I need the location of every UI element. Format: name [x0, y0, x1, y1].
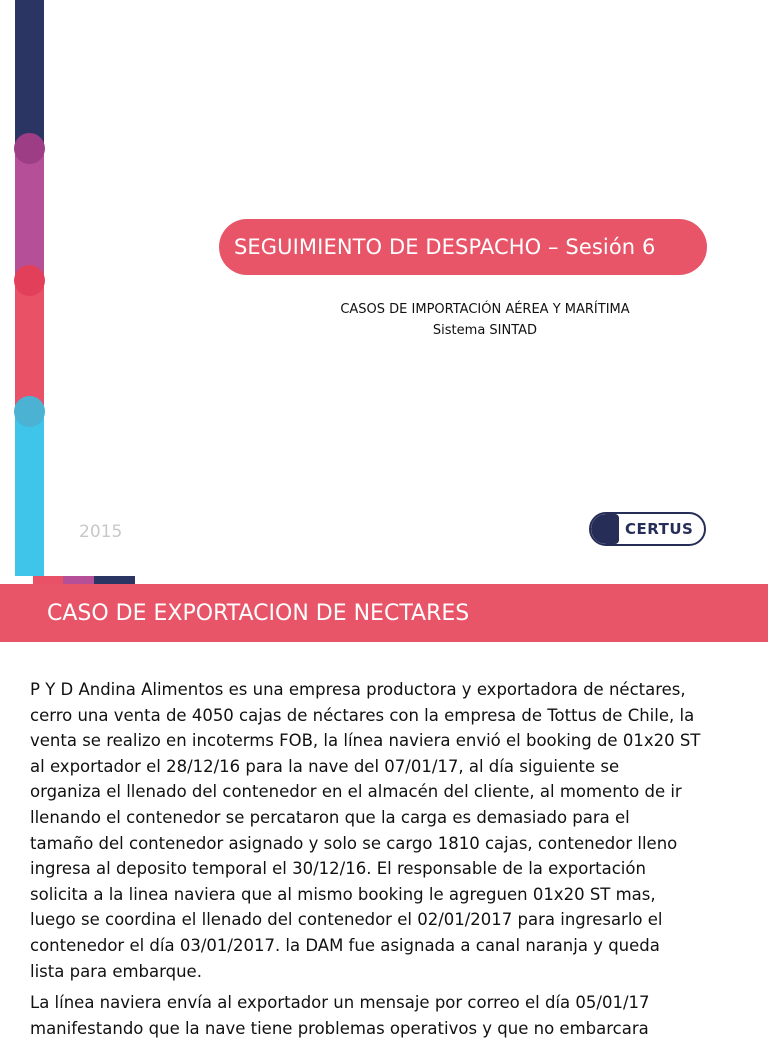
text-line: solicita a la linea naviera que al mismo booking le agreguen 01x20 ST mas,: [30, 884, 656, 904]
year-label: 2015: [79, 522, 123, 542]
subtitle-line: Sistema SINTAD: [432, 323, 538, 338]
logo-mark: [591, 514, 619, 544]
content-slide: [0, 576, 768, 1038]
text-line: La línea naviera envía al exportador un mensaje por correo el día 05/01/17: [30, 993, 650, 1013]
text-line: venta se realizo en incoterms FOB, la línea naviera envió el booking de 01x20 ST: [30, 731, 701, 751]
text-line: cerro una venta de 4050 cajas de néctares con la empresa de Tottus de Chile, la: [30, 705, 695, 725]
accent-bar-red: [15, 280, 44, 410]
accent-dot: [14, 133, 45, 164]
text-line: contenedor el día 03/01/2017. la DAM fue asignada a canal naranja y queda: [30, 935, 660, 955]
accent-bar-purple: [15, 148, 44, 283]
subtitle-line: CASOS DE IMPORTACIÓN AÉREA Y MARÍTIMA: [340, 302, 630, 317]
accent-dot: [14, 265, 45, 296]
accent-tab-purple: [63, 576, 94, 584]
text-line: al exportador el 28/12/16 para la nave del 07/01/17, al día siguiente se: [30, 756, 620, 776]
case-description: [30, 677, 742, 1047]
accent-tab-navy: [94, 576, 135, 584]
text-line: llenando el contenedor se percataron que la carga es demasiado para el: [30, 807, 630, 827]
text-line: manifestando que la nave tiene problemas operativos y que no embarcara: [30, 1018, 649, 1038]
paragraph: [30, 677, 742, 984]
section-header: [0, 584, 768, 642]
text-line: luego se coordina el llenado del contenedor el 02/01/2017 para ingresarlo el: [30, 910, 663, 930]
text-line: lista para embarque.: [30, 961, 202, 981]
text-line: organiza el llenado del contenedor en el almacén del cliente, al momento de ir: [30, 782, 682, 802]
accent-dot: [14, 396, 45, 427]
section-title: CASO DE EXPORTACION DE NECTARES: [47, 600, 470, 626]
text-line: ingresa al deposito temporal el 30/12/16. El responsable de la exportación: [30, 859, 646, 879]
logo-text: CERTUS: [625, 520, 694, 538]
title-banner: [219, 219, 707, 275]
slide-subtitle: [300, 299, 670, 341]
text-line: tamaño del contenedor asignado y solo se cargo 1810 cajas, contenedor lleno: [30, 833, 678, 853]
accent-tab-red: [33, 576, 63, 584]
paragraph: [30, 990, 742, 1041]
certus-logo: [589, 512, 706, 546]
slide-title: SEGUIMIENTO DE DESPACHO – Sesión 6: [234, 235, 656, 259]
accent-bar-navy: [15, 0, 44, 150]
text-line: P Y D Andina Alimentos es una empresa productora y exportadora de néctares,: [30, 680, 686, 699]
accent-bar-cyan: [15, 410, 44, 576]
